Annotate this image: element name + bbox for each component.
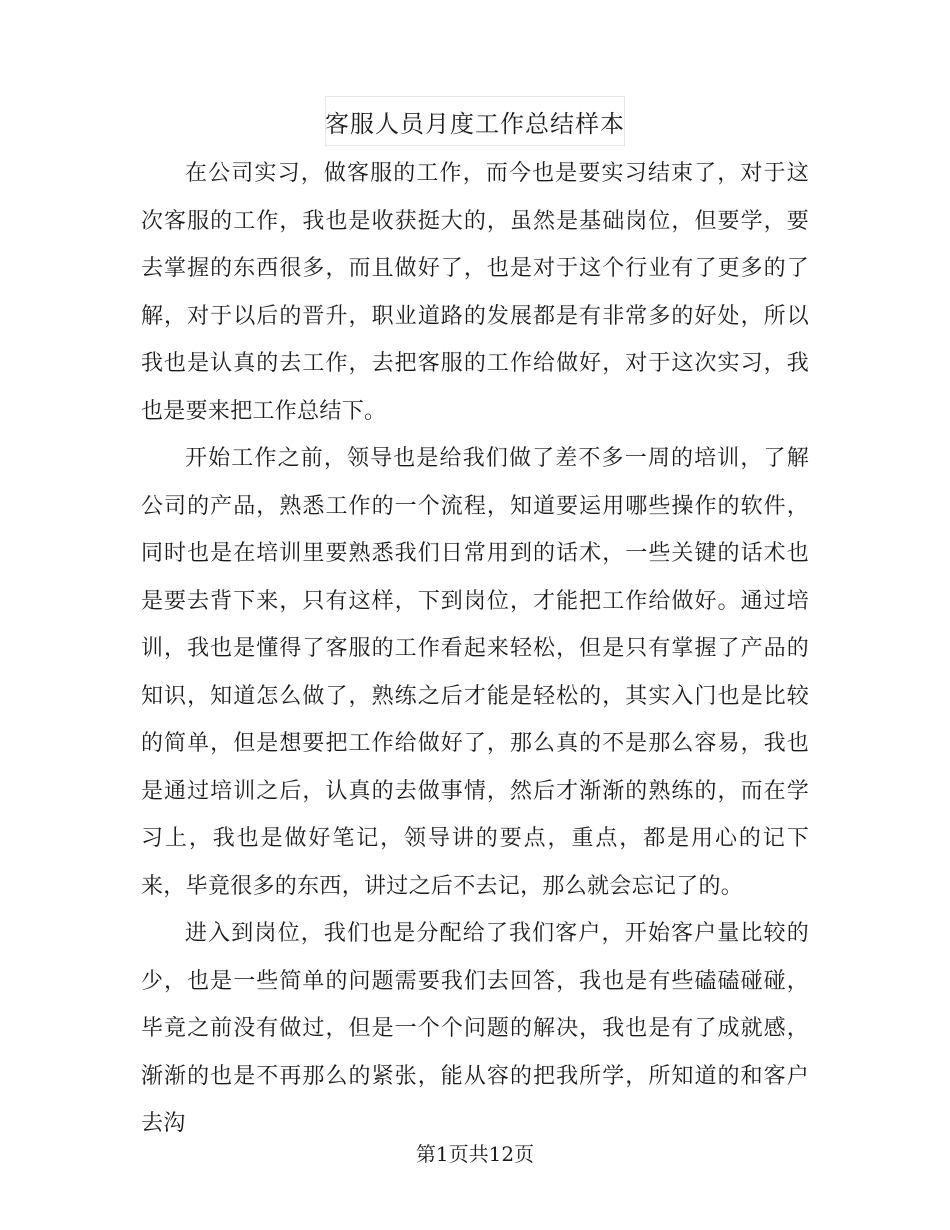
document-body xyxy=(141,150,809,1148)
document-title: 客服人员月度工作总结样本 xyxy=(325,109,625,138)
page-number: 第1页共12页 xyxy=(415,1142,535,1166)
page-footer xyxy=(0,1138,950,1167)
paragraph: 在公司实习，做客服的工作，而今也是要实习结束了，对于这次客服的工作，我也是收获挺大的，虽然是基础岗位，但要学，要去掌握的东西很多，而且做好了，也是对于这个行业有了更多的了解，对于以后的晋升，职业道路的发展都是有非常多的好处，所以我也是认真的去工作，去把客服的工作给做好，对于这次实习，我也是要来把工作总结下。 xyxy=(141,161,809,424)
paragraph: 开始工作之前，领导也是给我们做了差不多一周的培训，了解公司的产品，熟悉工作的一个流程，知道要运用哪些操作的软件，同时也是在培训里要熟悉我们日常用到的话术，一些关键的话术也是要去背下来，只有这样，下到岗位，才能把工作给做好。通过培训，我也是懂得了客服的工作看起来轻松，但是只有掌握了产品的知识，知道怎么做了，熟练之后才能是轻松的，其实入门也是比较的简单，但是想要把工作给做好了，那么真的不是那么容易，我也是通过培训之后，认真的去做事情，然后才渐渐的熟练的，而在学习上，我也是做好笔记，领导讲的要点，重点，都是用心的记下来，毕竟很多的东西，讲过之后不去记，那么就会忘记了的。 xyxy=(141,446,809,899)
title-box xyxy=(325,96,625,146)
paragraph: 进入到岗位，我们也是分配给了我们客户，开始客户量比较的少，也是一些简单的问题需要我们去回答，我也是有些磕磕碰碰，毕竟之前没有做过，但是一个个问题的解决，我也是有了成就感，渐渐的也是不再那么的紧张，能从容的把我所学，所知道的和客户去沟 xyxy=(141,921,809,1136)
